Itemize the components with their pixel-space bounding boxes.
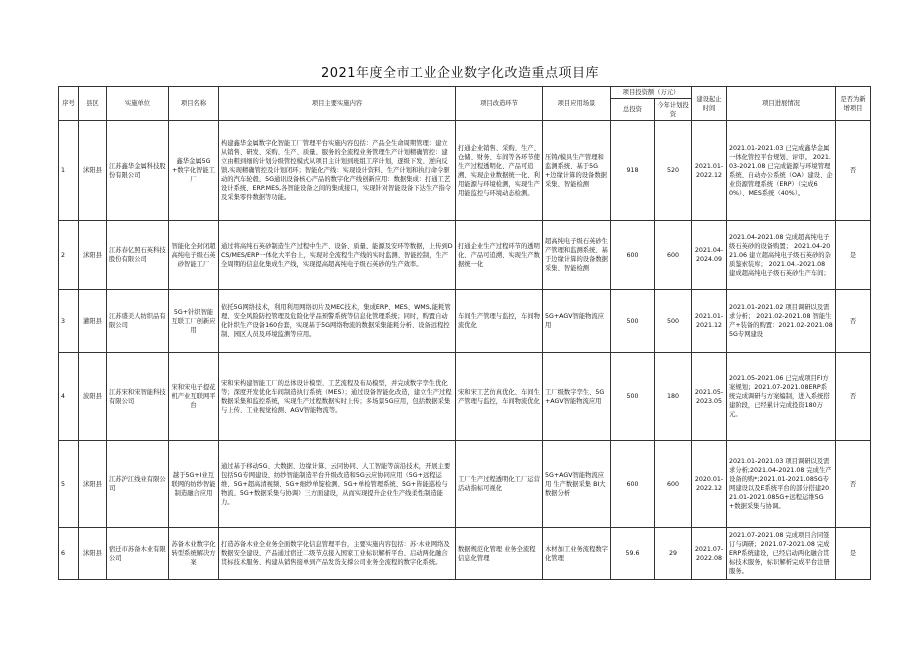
cell-total: 500	[611, 353, 655, 441]
cell-project-name: 苏备木业数字化转型系统解决方案	[169, 528, 219, 580]
cell-content: 通过将高纯石英砂制造生产过程中生产、设备、质量、能源及安环等数据，上传到DCS/MES/ERP一体化大平台上，实现对全流程生产线的实时监测、智能控制，生产全周期的信息化集成生产线，实现提高超高纯电子级石英砂的生产效率。	[219, 221, 456, 290]
cell-project-name: 鑫华金属5G+数字化智能工厂	[169, 121, 219, 221]
cell-content: 打造苏备木业全业务全面数字化信息管理平台，主要实施内容包括：苏·木业网络及数据安全建设、产品通过宿迁二级节点接入国家工业标识解析平台、启动两化融合贯标技术服务、构建从销售接单到产品发货支撑公司业务全流程的数字化系统。	[219, 528, 456, 580]
cell-scenario: 工厂级数字孪生、5G+AGV智能物流应用	[543, 353, 611, 441]
cell-scenario: 木材加工业务流程数字化管理	[543, 528, 611, 580]
cell-county: 灌阳县	[79, 290, 107, 353]
cell-progress: 2021.05-2021.06 已完成项目FI方案规划；2021.07-2021.08ERP系统完成调研与方案编制，进入系统搭建阶段，已经累计完成投资180万元。	[727, 353, 836, 441]
cell-project-name: 越于5G+I业互联网的纺纱智能制造融合应用	[169, 441, 219, 528]
cell-seq: 5	[59, 441, 79, 528]
cell-scenario: 超高纯电子级石英砂生产管理和监测系统、基于边缘计算的设备数据采集、智能检测	[543, 221, 611, 290]
cell-plan: 29	[655, 528, 692, 580]
cell-new: 是	[836, 221, 871, 290]
cell-total: 918	[611, 121, 655, 221]
project-table	[58, 86, 871, 580]
header-content: 项目主要实施内容	[219, 87, 456, 121]
cell-seq: 1	[59, 121, 79, 221]
cell-project-name: 智能化全封闭超高纯电子级石英砂智能工厂	[169, 221, 219, 290]
cell-total: 59.6	[611, 528, 655, 580]
header-county: 县区	[79, 87, 107, 121]
header-scenario: 项目应用场景	[543, 87, 611, 121]
cell-total: 600	[611, 221, 655, 290]
cell-period: 2021.01-2021.12	[692, 290, 727, 353]
cell-plan: 600	[655, 221, 692, 290]
table-row	[59, 528, 871, 580]
cell-project-name: 宋和宋电子提花机产业互联网平台	[169, 353, 219, 441]
cell-plan: 180	[655, 353, 692, 441]
header-total: 总投资	[611, 99, 655, 121]
cell-unit: 宿迁市苏备木业有限公司	[107, 528, 169, 580]
cell-scenario: 5G+AGV智能物流应用	[543, 290, 611, 353]
cell-link: 打通企业生产过程环节的透明化、产品可追溯、实现生产数据统一化	[456, 221, 543, 290]
cell-content: 通过基于移动5G、大数据、边缘计算、云同协同、人工智能等前沿技术，开展主要包括5G专网建设、纺纱智能制造平台升级改造和5G云应协同应用（5G+远程运维、5G+超高清视频、5G+细纱单锭检测、5G+单检管理系统、5G+皆能巡检与物流、5G+数据采集与协调）三方面建设，从而实现提升企业生产线柔性制造能力。	[219, 441, 456, 528]
cell-period: 2020.01-2022.12	[692, 441, 727, 528]
table-row	[59, 221, 871, 290]
cell-progress: 2021.01-2021.02 项目调研以及需求分析； 2021.02-2021.08 智能生产+装备的购置：2021.02-2021.085G专网建设	[727, 290, 836, 353]
cell-unit: 江苏宋和宋智能科技有限公司	[107, 353, 169, 441]
page-title: 2021年度全市工业企业数字化改造重点项目库	[320, 66, 600, 81]
cell-seq: 4	[59, 353, 79, 441]
cell-content: 宋和宋构建智能工厂的总体设计模型、工艺流程及布局模型，并完成数字孪生优化等；深度开发优化车间制造执行系统（MES）；通过设备智能化改造，建立生产过程数据采集和监控系统，实现生产过程数据实时上传；多场景5G应用，包括数据采集与上传、工业视觉检测、AGV智能物流等。	[219, 353, 456, 441]
cell-progress: 2021.04-2021.08 完成超高纯电子级石英砂的设备购置； 2021.04-2021.06 建立超高纯电子级石英砂的杂质鉴索装库； 2021.04.-2021.08 建成超高纯电子级石英砂生产车间；	[727, 221, 836, 290]
cell-total: 500	[611, 290, 655, 353]
header-link: 项目改造环节	[456, 87, 543, 121]
cell-project-name: 5G+针织智能互联工厂创新应用	[169, 290, 219, 353]
cell-progress: 2021.07-2021.08 完成项目合同签订与调研；2021.07-2021.08 完成ERP系统建设，已经启动两化融合贯标技术服务，标识解析完成平台注册服务。	[727, 528, 836, 580]
cell-link: 打通企业销售、采购、生产、仓储、财务、车间等各环节使生产过程透明化、产品可追溯、实现企业数据统一化、利用能源与环境检测，实现生产用能监控与环境动态检测。	[456, 121, 543, 221]
cell-unit: 江苏盛美人纺织品有限公司	[107, 290, 169, 353]
cell-progress: 2021.01-2021.03 已完成鑫华金属一体化管控平台规划、评审。 2021.03-2021.08 已完成能源与环境管理系统、自动办公系统（OA）建设、企业资源管理系统（ERP）（完成60%）、MES系统（40%）。	[727, 121, 836, 221]
cell-progress: 2021.01-2021.03 项目调研以及需求分析;2021.04-2021.08 完成生产设备的购*;2021.01-2021.085G专网建设以及E系统平台的部分搭建2021.01-2021.085G+远程运维5G+数据采集与协调。	[727, 441, 836, 528]
table-row	[59, 121, 871, 221]
cell-link: 宋和宋工艺仿真优化、车间生产管理与监控，车间物流优化	[456, 353, 543, 441]
cell-new: 否	[836, 441, 871, 528]
cell-seq: 3	[59, 290, 79, 353]
cell-new: 否	[836, 121, 871, 221]
table-row	[59, 353, 871, 441]
cell-plan: 500	[655, 290, 692, 353]
cell-county: 沭阳县	[79, 528, 107, 580]
cell-county: 沭阳县	[79, 121, 107, 221]
cell-link: 工厂生产过程透明化工厂运营活动指标可视化	[456, 441, 543, 528]
cell-plan: 600	[655, 441, 692, 528]
cell-new: 否	[836, 290, 871, 353]
cell-period: 2021.05-2023.05	[692, 353, 727, 441]
header-plan: 今年计划投资	[655, 99, 692, 121]
table-row	[59, 441, 871, 528]
cell-county: 波阳县	[79, 353, 107, 441]
cell-new: 否	[836, 353, 871, 441]
cell-link: 车间生产管理与监控，车间物流优化	[456, 290, 543, 353]
cell-link: 数据规范化管理 业务全流程信息化管理	[456, 528, 543, 580]
header-progress: 项目进展情况	[727, 87, 836, 121]
cell-seq: 2	[59, 221, 79, 290]
cell-new: 是	[836, 528, 871, 580]
cell-period: 2021.01-2022.12	[692, 121, 727, 221]
cell-unit: 江苏鑫华金属科技股份有限公司	[107, 121, 169, 221]
header-investment: 项目投资额（万元）	[611, 87, 692, 99]
header-seq: 序号	[59, 87, 79, 121]
cell-period: 2021.04-2024.09	[692, 221, 727, 290]
cell-unit: 江苏春亿照石英科技股份有限公司	[107, 221, 169, 290]
header-project-name: 项目名称	[169, 87, 219, 121]
header-period: 建设起止时间	[692, 87, 727, 121]
cell-county: 沭阳县	[79, 221, 107, 290]
cell-content: 依托5G网络技术，利用利用网络切片及MEC技术，集成ERP、MES、WMS,能耗管理、安全风险防控管理及危险化学品预警系统等信息化管理系统；同时，购置自动化针织生产设备160台套，实现基于5G网络物流的数据采集能耗分析、设备远程控制、园区人员及环境监测等应用。	[219, 290, 456, 353]
cell-period: 2021.07-2022.08	[692, 528, 727, 580]
cell-unit: 江苏沪江线业有限公司	[107, 441, 169, 528]
cell-content: 构建鑫华金属数字化智能工厂管理平台实施内容包括：产品全生命周期管理：建立从销售、研发、采购、生产、质量、服务的全流程业务管理生产计划精确管控：建立由粗到细的计划分级管控模式从项目主计划到班组工序计划，逐级下发、逆向反馈,实现精确管控及计划闭环；智能化产线：实现设计资料、生产计划和执行命令驱动的汽车轮毂、5G通讯设备核心产品的数字化产线创新应用：数据集成：打通工艺设计系统、ERP.MES,各智能设备之间的集成接口，实现针对智能设备下达生产指令及采集零件数据等功能。	[219, 121, 456, 221]
cell-plan: 520	[655, 121, 692, 221]
cell-scenario: 压铸/模具生产管理和监测系统、基于5G+边缘计算的设备数据采集、智能检测	[543, 121, 611, 221]
cell-county: 沭阳县	[79, 441, 107, 528]
table-row	[59, 290, 871, 353]
cell-seq: 6	[59, 528, 79, 580]
header-new: 是否为新增项目	[836, 87, 871, 121]
cell-scenario: 5G+AGV智能物流应用 生产数据采集 BI大数据分析	[543, 441, 611, 528]
cell-total: 600	[611, 441, 655, 528]
header-unit: 实施单位	[107, 87, 169, 121]
